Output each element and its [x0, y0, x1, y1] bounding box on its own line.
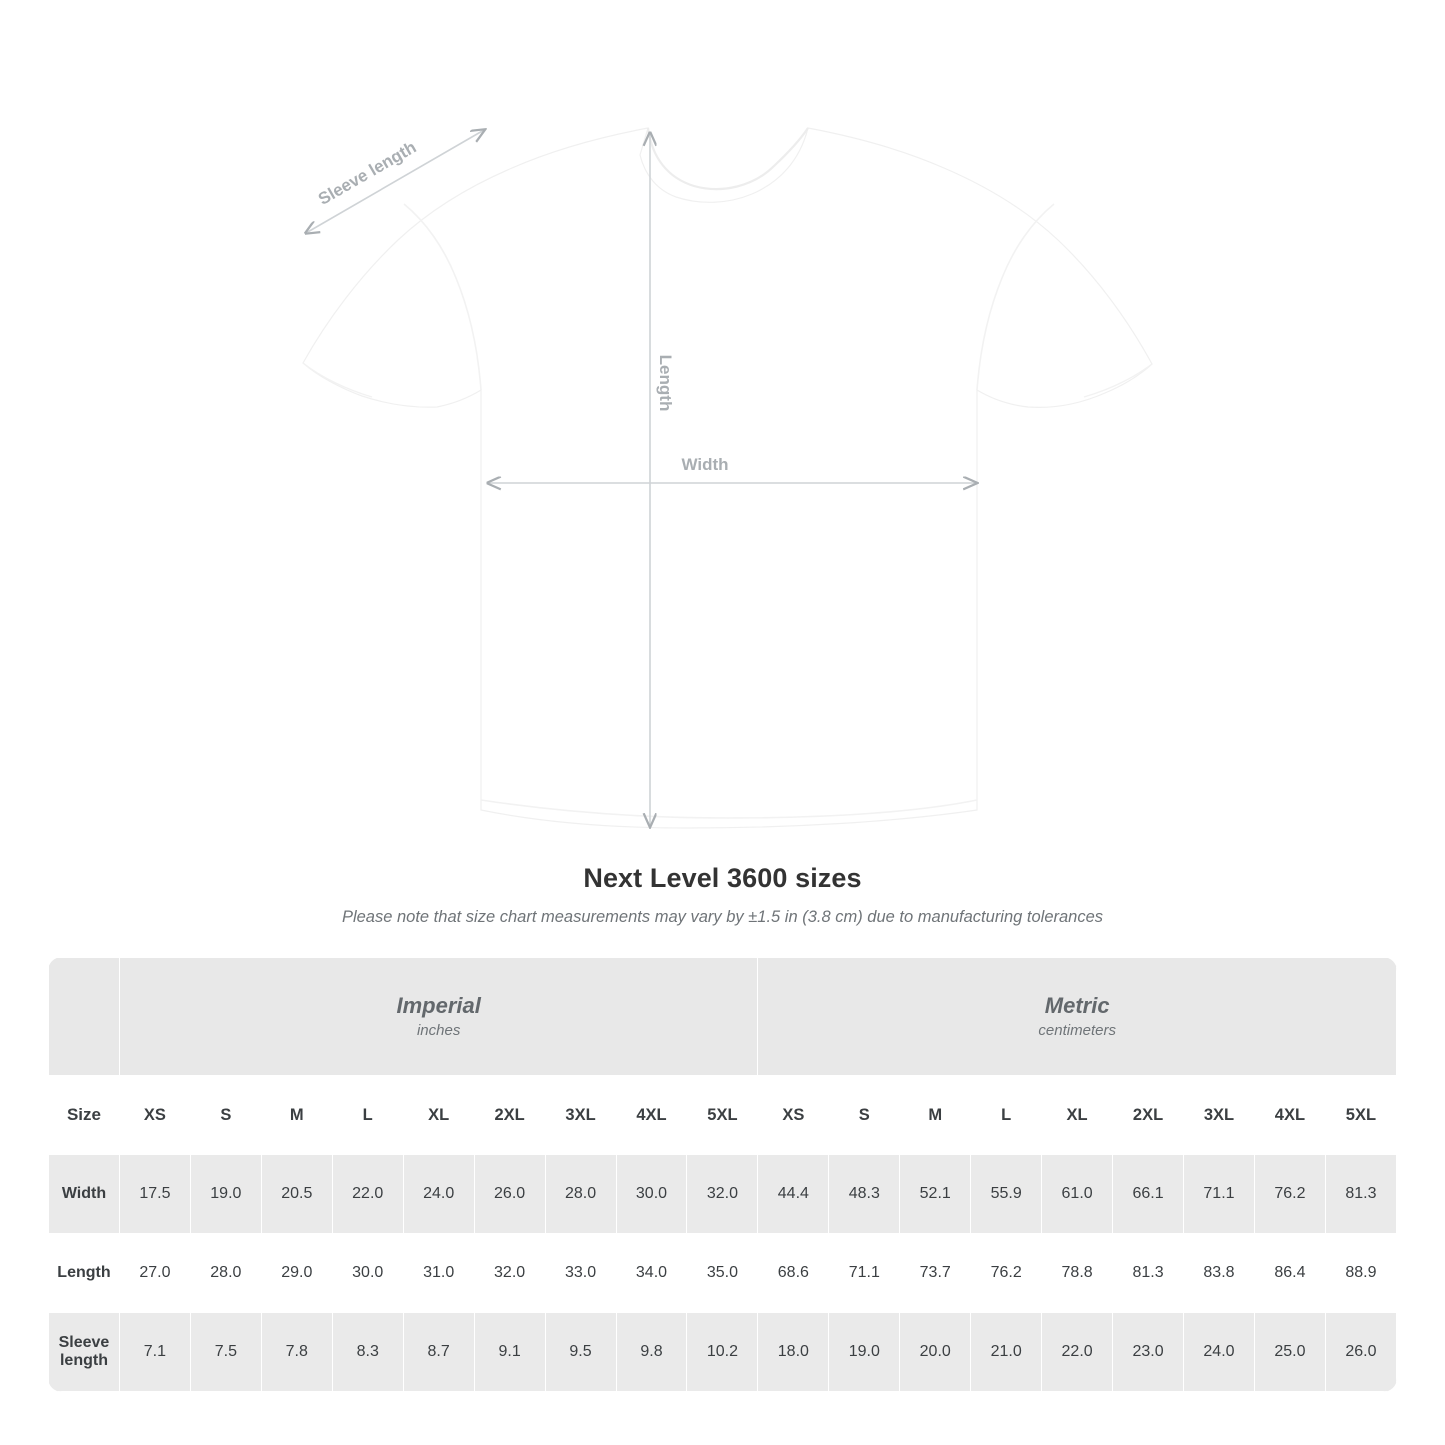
cell-width-imperial-m: 20.5 — [261, 1155, 332, 1234]
cell-width-imperial-5xl: 32.0 — [687, 1155, 758, 1234]
cell-sleeve-imperial-4xl: 9.8 — [616, 1313, 687, 1392]
cell-length-metric-s: 71.1 — [829, 1234, 900, 1313]
row-label-sleeve-length: Sleeve length — [49, 1313, 120, 1392]
cell-sleeve-metric-m: 20.0 — [900, 1313, 971, 1392]
cell-width-imperial-2xl: 26.0 — [474, 1155, 545, 1234]
cell-width-imperial-4xl: 30.0 — [616, 1155, 687, 1234]
cell-sleeve-metric-xs: 18.0 — [758, 1313, 829, 1392]
cell-width-imperial-xs: 17.5 — [119, 1155, 190, 1234]
row-label-size: Size — [49, 1076, 120, 1155]
cell-width-imperial-3xl: 28.0 — [545, 1155, 616, 1234]
col-header-metric-5xl: 5XL — [1325, 1076, 1396, 1155]
corner-cell — [49, 958, 120, 1076]
cell-width-metric-5xl: 81.3 — [1325, 1155, 1396, 1234]
cell-sleeve-metric-xl: 22.0 — [1042, 1313, 1113, 1392]
cell-sleeve-imperial-l: 8.3 — [332, 1313, 403, 1392]
tolerance-note: Please note that size chart measurements may vary by ±1.5 in (3.8 cm) due to manufacturing tolerances — [341, 908, 1104, 926]
cell-width-imperial-l: 22.0 — [332, 1155, 403, 1234]
cell-width-metric-l: 55.9 — [971, 1155, 1042, 1234]
table-row — [49, 1234, 1397, 1313]
cell-width-metric-s: 48.3 — [829, 1155, 900, 1234]
unit-group-metric-name: Metric — [1044, 993, 1110, 1019]
col-header-imperial-4xl: 4XL — [616, 1076, 687, 1155]
length-label: Length — [656, 354, 675, 412]
cell-length-imperial-xl: 31.0 — [403, 1234, 474, 1313]
col-header-imperial-xl: XL — [403, 1076, 474, 1155]
cell-length-imperial-4xl: 34.0 — [616, 1234, 687, 1313]
cell-width-metric-2xl: 66.1 — [1113, 1155, 1184, 1234]
unit-group-imperial-name: Imperial — [396, 993, 481, 1019]
unit-group-imperial-sub: inches — [416, 1021, 461, 1039]
cell-length-metric-xs: 68.6 — [758, 1234, 829, 1313]
col-header-imperial-2xl: 2XL — [474, 1076, 545, 1155]
cell-length-imperial-5xl: 35.0 — [687, 1234, 758, 1313]
cell-width-imperial-s: 19.0 — [190, 1155, 261, 1234]
cell-sleeve-imperial-xs: 7.1 — [119, 1313, 190, 1392]
col-header-imperial-5xl: 5XL — [687, 1076, 758, 1155]
col-header-metric-2xl: 2XL — [1113, 1076, 1184, 1155]
cell-sleeve-imperial-s: 7.5 — [190, 1313, 261, 1392]
col-header-metric-3xl: 3XL — [1184, 1076, 1255, 1155]
unit-group-metric-sub: centimeters — [1038, 1021, 1116, 1039]
size-table — [48, 957, 1397, 1392]
width-label: Width — [681, 455, 729, 474]
col-header-imperial-xs: XS — [119, 1076, 190, 1155]
col-header-imperial-l: L — [332, 1076, 403, 1155]
cell-length-metric-2xl: 81.3 — [1113, 1234, 1184, 1313]
cell-width-metric-m: 52.1 — [900, 1155, 971, 1234]
title-block — [0, 863, 1445, 927]
unit-group-imperial — [119, 958, 757, 1076]
col-header-metric-4xl: 4XL — [1254, 1076, 1325, 1155]
cell-sleeve-imperial-3xl: 9.5 — [545, 1313, 616, 1392]
tshirt-shape — [303, 128, 1152, 828]
cell-sleeve-metric-l: 21.0 — [971, 1313, 1042, 1392]
cell-sleeve-metric-5xl: 26.0 — [1325, 1313, 1396, 1392]
size-table-wrapper — [48, 957, 1397, 1392]
table-row — [49, 1155, 1397, 1234]
cell-sleeve-metric-3xl: 24.0 — [1184, 1313, 1255, 1392]
cell-sleeve-imperial-m: 7.8 — [261, 1313, 332, 1392]
cell-sleeve-metric-2xl: 23.0 — [1113, 1313, 1184, 1392]
cell-sleeve-imperial-5xl: 10.2 — [687, 1313, 758, 1392]
cell-length-imperial-2xl: 32.0 — [474, 1234, 545, 1313]
cell-length-metric-l: 76.2 — [971, 1234, 1042, 1313]
cell-sleeve-metric-4xl: 25.0 — [1254, 1313, 1325, 1392]
cell-length-imperial-s: 28.0 — [190, 1234, 261, 1313]
col-header-imperial-m: M — [261, 1076, 332, 1155]
col-header-metric-m: M — [900, 1076, 971, 1155]
cell-length-metric-m: 73.7 — [900, 1234, 971, 1313]
col-header-imperial-s: S — [190, 1076, 261, 1155]
cell-width-imperial-xl: 24.0 — [403, 1155, 474, 1234]
unit-header-row — [49, 958, 1397, 1076]
table-row — [49, 1313, 1397, 1392]
col-header-metric-l: L — [971, 1076, 1042, 1155]
cell-sleeve-metric-s: 19.0 — [829, 1313, 900, 1392]
row-label-length: Length — [49, 1234, 120, 1313]
cell-length-metric-4xl: 86.4 — [1254, 1234, 1325, 1313]
cell-sleeve-imperial-xl: 8.7 — [403, 1313, 474, 1392]
cell-length-metric-3xl: 83.8 — [1184, 1234, 1255, 1313]
cell-width-metric-xs: 44.4 — [758, 1155, 829, 1234]
col-header-metric-s: S — [829, 1076, 900, 1155]
col-header-metric-xl: XL — [1042, 1076, 1113, 1155]
cell-length-imperial-l: 30.0 — [332, 1234, 403, 1313]
row-label-width: Width — [49, 1155, 120, 1234]
col-header-imperial-3xl: 3XL — [545, 1076, 616, 1155]
cell-length-imperial-m: 29.0 — [261, 1234, 332, 1313]
cell-width-metric-xl: 61.0 — [1042, 1155, 1113, 1234]
cell-length-metric-5xl: 88.9 — [1325, 1234, 1396, 1313]
cell-sleeve-imperial-2xl: 9.1 — [474, 1313, 545, 1392]
sleeve-length-label: Sleeve length — [315, 137, 420, 209]
cell-length-metric-xl: 78.8 — [1042, 1234, 1113, 1313]
cell-length-imperial-xs: 27.0 — [119, 1234, 190, 1313]
cell-length-imperial-3xl: 33.0 — [545, 1234, 616, 1313]
cell-width-metric-3xl: 71.1 — [1184, 1155, 1255, 1234]
page-title: Next Level 3600 sizes — [583, 863, 862, 893]
cell-width-metric-4xl: 76.2 — [1254, 1155, 1325, 1234]
size-header-row — [49, 1076, 1397, 1155]
col-header-metric-xs: XS — [758, 1076, 829, 1155]
unit-group-metric — [758, 958, 1397, 1076]
